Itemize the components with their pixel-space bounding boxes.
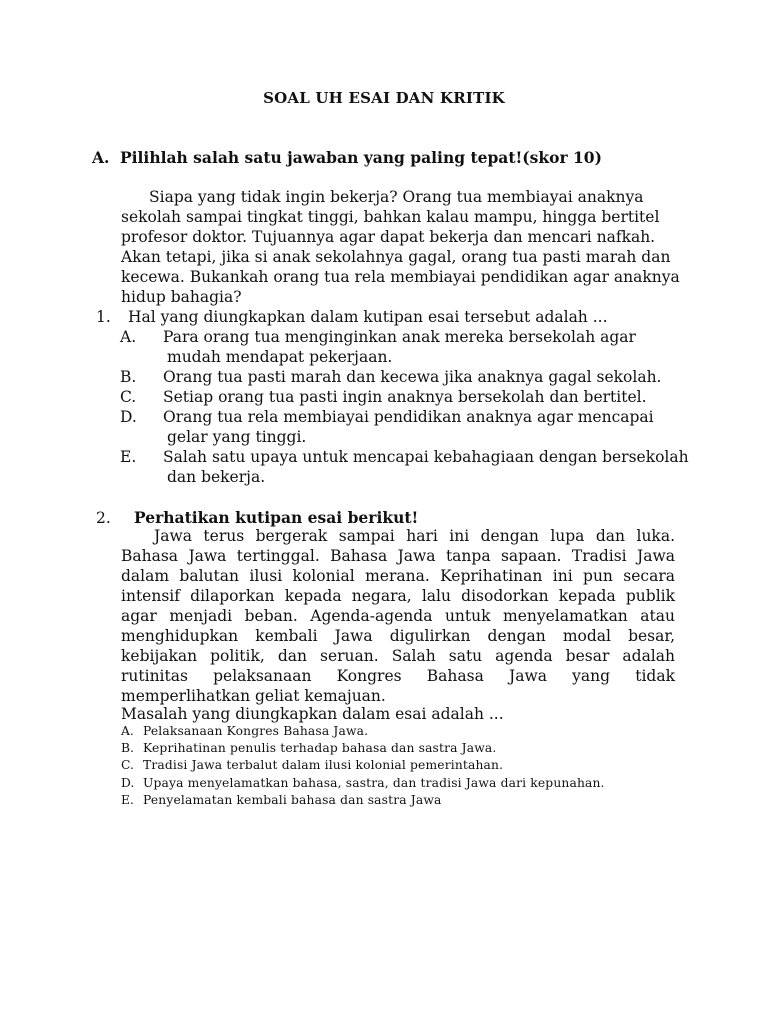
- passage-2: Jawa terus bergerak sampai hari ini dengan lupa dan luka. Bahasa Jawa tertinggal. Bahasa Jawa tanpa sapaan. Tradisi Jawa dalam balutan ilusi kolonial merana. Keprihatinan ini pun secara intensif dilaporkan kepada negara, lalu disodorkan kepada publik agar menjadi beban. Agenda-agenda untuk menyelamatkan atau menghidupkan kembali Jawa digulirkan dengan modal besar, kebijakan politik, dan seruan. Salah satu agenda besar adalah rutinitas pelaksanaan Kongres Bahasa Jawa yang tidak memperlihatkan geliat kemajuan.: [121, 527, 675, 705]
- option-e: E. Salah satu upaya untuk mencapai kebahagiaan dengan bersekolah dan bekerja.: [120, 448, 689, 486]
- option-a: A. Para orang tua menginginkan anak mereka bersekolah agar mudah mendapat pekerjaan.: [120, 328, 636, 366]
- passage-line: Siapa yang tidak ingin bekerja? Orang tua membiayai anaknya: [149, 188, 644, 206]
- question-number: 1.: [96, 308, 111, 326]
- passage-line: sekolah sampai tingkat tinggi, bahkan kalau mampu, hingga bertitel: [121, 208, 660, 226]
- passage-line: kecewa. Bukankah orang tua rela membiayai pendidikan agar anaknya: [121, 268, 680, 286]
- page-title: SOAL UH ESAI DAN KRITIK: [263, 89, 505, 107]
- question-2-prompt: Masalah yang diungkapkan dalam esai adalah ...: [121, 705, 504, 723]
- question-1: [96, 307, 608, 327]
- passage-line: hidup bahagia?: [121, 288, 242, 306]
- question-text: Perhatikan kutipan esai berikut!: [134, 508, 419, 527]
- passage-1: [121, 187, 681, 307]
- question-text: Hal yang diungkapkan dalam kutipan esai tersebut adalah ...: [128, 308, 608, 326]
- option-c: C. Setiap orang tua pasti ingin anaknya bersekolah dan bertitel.: [120, 388, 647, 406]
- option-b: B. Orang tua pasti marah dan kecewa jika anaknya gagal sekolah.: [120, 368, 662, 386]
- passage-line: Akan tetapi, jika si anak sekolahnya gagal, orang tua pasti marah dan: [121, 248, 671, 266]
- section-label: A.: [92, 148, 110, 167]
- question-1-options: [120, 327, 690, 487]
- passage-line: profesor doktor. Tujuannya agar dapat bekerja dan mencari nafkah.: [121, 228, 656, 246]
- option-c: C. Tradisi Jawa terbalut dalam ilusi kolonial pemerintahan.: [121, 758, 504, 773]
- option-a: A. Pelaksanaan Kongres Bahasa Jawa.: [121, 724, 369, 738]
- option-d: D. Orang tua rela membiayai pendidikan anaknya agar mencapai gelar yang tinggi.: [120, 408, 654, 446]
- question-2: [96, 508, 418, 528]
- section-instruction: Pilihlah salah satu jawaban yang paling tepat!(skor 10): [120, 148, 602, 167]
- section-heading: [92, 148, 602, 167]
- option-b: B. Keprihatinan penulis terhadap bahasa dan sastra Jawa.: [121, 741, 497, 756]
- question-number: 2.: [96, 509, 111, 527]
- option-d: D. Upaya menyelamatkan bahasa, sastra, dan tradisi Jawa dari kepunahan.: [121, 775, 605, 790]
- option-e: E. Penyelamatan kembali bahasa dan sastra Jawa: [121, 792, 442, 807]
- question-2-options: [121, 723, 681, 809]
